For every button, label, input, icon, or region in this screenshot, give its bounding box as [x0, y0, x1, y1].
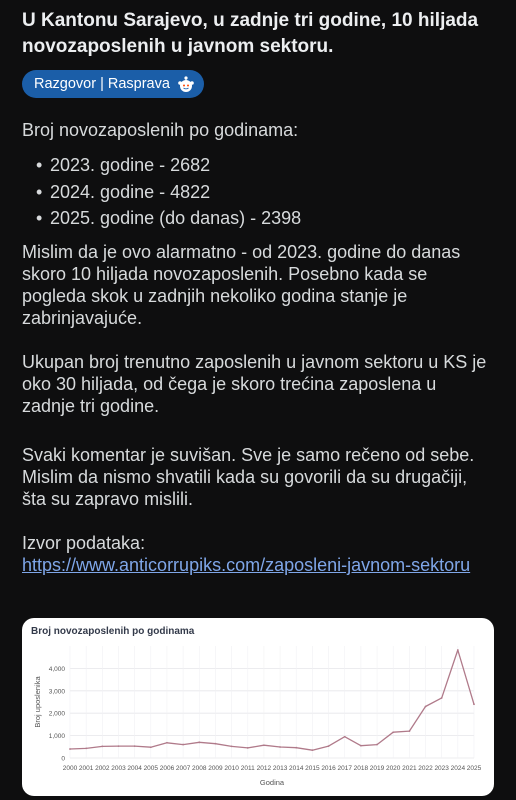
x-tick-label: 2021	[402, 765, 417, 772]
data-point	[215, 743, 217, 745]
data-point	[328, 745, 330, 747]
data-point	[473, 703, 475, 705]
flair-label: Razgovor | Rasprava	[34, 76, 170, 92]
post-title[interactable]: U Kantonu Sarajevo, u zadnje tri godine, 10 hiljada novozaposlenih u javnom sektoru.	[22, 10, 479, 57]
data-point	[182, 744, 184, 746]
series-line	[70, 650, 474, 750]
data-point	[263, 744, 265, 746]
data-point	[85, 747, 87, 749]
x-tick-label: 2022	[418, 765, 433, 772]
data-point	[376, 744, 378, 746]
y-tick-label: 2,000	[48, 710, 65, 718]
x-tick-label: 2008	[192, 765, 207, 772]
data-point	[166, 742, 168, 744]
x-tick-label: 2023	[434, 765, 449, 772]
list-item-text: 2024. godine - 4822	[50, 181, 211, 202]
data-point	[69, 748, 71, 750]
x-tick-label: 2016	[321, 765, 336, 772]
y-tick-label: 3,000	[48, 688, 65, 696]
x-tick-label: 2004	[127, 765, 142, 772]
data-point	[231, 745, 233, 747]
x-tick-label: 2002	[95, 765, 110, 772]
x-axis-label: Godina	[259, 778, 285, 787]
data-point	[425, 706, 427, 708]
data-point	[150, 746, 152, 748]
list-item	[36, 205, 301, 232]
data-point	[247, 747, 249, 749]
paragraph-3: Svaki komentar je suvišan. Sve je samo rečeno od sebe. Mislim da nismo shvatili kada su govorili da su drugačiji, šta su zapravo mislili.	[22, 445, 475, 509]
y-tick-label: 1,000	[48, 733, 65, 741]
data-point	[198, 741, 200, 743]
x-tick-label: 2010	[224, 765, 239, 772]
x-tick-label: 2007	[175, 765, 191, 772]
data-point	[441, 697, 443, 699]
x-tick-label: 2019	[369, 765, 385, 772]
bullet-icon: •	[36, 155, 43, 175]
list-item-text: 2025. godine (do danas) - 2398	[50, 208, 302, 228]
chart-title: Broj novozaposlenih po godinama	[31, 626, 195, 637]
x-tick-label: 2006	[159, 765, 175, 772]
paragraph-2: Ukupan broj trenutno zaposlenih u javnom sektoru u KS je oko 30 hiljada, od čega je skoro trećina zaposlena u zadnje tri godine.	[22, 352, 487, 416]
x-tick-label: 2013	[272, 765, 288, 772]
x-tick-label: 2011	[240, 765, 255, 772]
paragraph-1: Mislim da je ovo alarmatno - od 2023. godine do danas skoro 10 hiljada novozaposlenih. Posebno kada se pogleda skok u zadnjih nekoliko godina stanje je zabrinjavajuće.	[22, 242, 461, 328]
x-tick-label: 2014	[289, 765, 304, 772]
line-chart	[22, 618, 494, 796]
bullet-icon: •	[36, 208, 43, 228]
data-point	[279, 746, 281, 748]
y-axis-label: Broj uposlenika	[33, 676, 42, 728]
data-point	[360, 745, 362, 747]
data-point	[392, 731, 394, 733]
x-tick-label: 2025	[466, 765, 482, 772]
x-tick-label: 2015	[305, 765, 320, 772]
x-tick-label: 2017	[337, 765, 352, 772]
bullet-icon: •	[36, 181, 43, 202]
data-point	[118, 745, 120, 747]
x-tick-label: 2001	[78, 765, 94, 772]
y-tick-label: 4,000	[48, 665, 65, 673]
x-tick-label: 2020	[385, 765, 401, 772]
x-tick-label: 2009	[208, 765, 223, 772]
data-point	[101, 745, 103, 747]
data-point	[295, 747, 297, 749]
data-point	[457, 649, 459, 651]
data-point	[312, 749, 314, 751]
yearly-list	[36, 152, 301, 232]
data-point	[344, 736, 346, 738]
y-tick-label: 0	[61, 755, 65, 763]
source-link[interactable]: https://www.anticorrupiks.com/zaposleni-javnom-sektoru	[22, 555, 471, 575]
flair-badge[interactable]	[22, 70, 204, 98]
data-point	[408, 730, 410, 732]
x-tick-label: 2024	[450, 765, 466, 772]
data-point	[134, 745, 136, 747]
x-tick-label: 2005	[143, 765, 159, 772]
intro-text: Broj novozaposlenih po godinama:	[22, 120, 299, 140]
x-tick-label: 2018	[353, 765, 369, 772]
chart-image[interactable]	[22, 618, 494, 796]
x-tick-label: 2003	[111, 765, 126, 772]
source-label: Izvor podataka:	[22, 533, 146, 553]
list-item-text: 2023. godine - 2682	[50, 155, 211, 175]
list-item	[36, 152, 301, 179]
x-tick-label: 2012	[256, 765, 272, 772]
snoo-icon	[176, 74, 196, 94]
x-tick-label: 2000	[62, 765, 78, 772]
list-item	[36, 179, 301, 206]
